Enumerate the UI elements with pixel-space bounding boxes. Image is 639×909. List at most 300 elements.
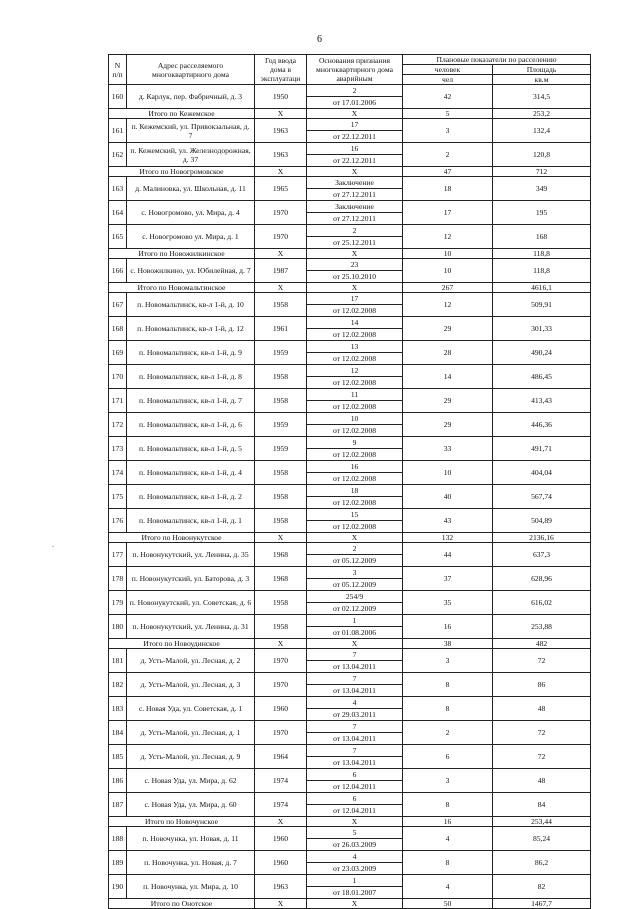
row-area: 509,91 [493,293,591,317]
row-basis [307,615,403,639]
basis-date: от 25.10.2010 [332,272,377,281]
subtotal-basis: X [307,533,403,543]
row-year: 1965 [255,177,307,201]
row-basis [307,649,403,673]
subtotal-label: Итого по Онотское [109,899,255,909]
row-number: 180 [109,615,127,639]
table-row [109,673,591,697]
table-row [109,649,591,673]
row-basis [307,143,403,167]
subtotal-people: 47 [403,167,493,177]
row-address: п. Новомальтинск, кв-л 1-й, д. 1 [127,509,255,533]
row-year: 1958 [255,293,307,317]
row-year: 1950 [255,85,307,109]
basis-date: от 12.02.2008 [332,498,377,507]
row-year: 1958 [255,615,307,639]
basis-date: от 13.04.2011 [333,758,376,767]
row-people: 35 [403,591,493,615]
row-area: 48 [493,697,591,721]
subtotal-year: X [255,899,307,909]
row-people: 12 [403,225,493,249]
row-basis [307,721,403,745]
row-year: 1963 [255,119,307,143]
row-people: 8 [403,793,493,817]
table-row [109,259,591,283]
row-people: 40 [403,485,493,509]
subtotal-people: 50 [403,899,493,909]
row-year: 1963 [255,143,307,167]
row-year: 1958 [255,591,307,615]
row-basis [307,461,403,485]
subtotal-area: 4616,1 [493,283,591,293]
table-row [109,745,591,769]
row-address: д. Усть-Малой, ул. Лесная, д. 9 [127,745,255,769]
basis-date: от 13.04.2011 [333,686,376,695]
basis-date: от 13.04.2011 [333,734,376,743]
row-number: 186 [109,769,127,793]
header-area: Площадь [493,65,591,75]
row-basis [307,85,403,109]
row-number: 165 [109,225,127,249]
row-area: 490,24 [493,341,591,365]
resettlement-table [108,54,591,909]
table-row [109,697,591,721]
row-number: 171 [109,389,127,413]
row-people: 8 [403,673,493,697]
subtotal-people: 10 [403,249,493,259]
header-people: человек [403,65,493,75]
basis-document: 13 [307,342,402,353]
row-people: 8 [403,851,493,875]
subtotal-label: Итого по Новоудинское [109,639,255,649]
subtotal-basis: X [307,817,403,827]
basis-document: 5 [307,828,402,839]
subtotal-year: X [255,167,307,177]
table-row [109,413,591,437]
row-area: 349 [493,177,591,201]
basis-date: от 22.12.2011 [333,156,376,165]
table-row [109,177,591,201]
row-people: 43 [403,509,493,533]
basis-date: от 12.02.2008 [332,402,377,411]
subtotal-row [109,639,591,649]
row-address: п. Новомальтинск, кв-л 1-й, д. 2 [127,485,255,509]
header-plan: Плановые показатели по расселению [403,55,591,65]
basis-date: от 18.01.2007 [332,888,377,897]
table-row [109,485,591,509]
subtotal-area: 253,44 [493,817,591,827]
row-basis [307,485,403,509]
row-people: 37 [403,567,493,591]
row-year: 1987 [255,259,307,283]
subtotal-year: X [255,817,307,827]
row-area: 85,24 [493,827,591,851]
row-people: 10 [403,259,493,283]
subtotal-label: Итого по Новогромовское [109,167,255,177]
basis-document: 9 [307,438,402,449]
basis-date: от 12.02.2008 [332,450,377,459]
subtotal-basis: X [307,167,403,177]
row-basis [307,851,403,875]
row-year: 1958 [255,485,307,509]
basis-document: 15 [307,510,402,521]
row-basis [307,543,403,567]
row-year: 1970 [255,649,307,673]
row-people: 33 [403,437,493,461]
basis-date: от 29.03.2011 [333,710,376,719]
row-area: 168 [493,225,591,249]
basis-document: 17 [307,294,402,305]
row-area: 86,2 [493,851,591,875]
table-row [109,317,591,341]
subtotal-people: 132 [403,533,493,543]
row-address: с. Новожилкино, ул. Юбилейная, д. 7 [127,259,255,283]
basis-date: от 12.02.2008 [332,426,377,435]
basis-document: 17 [307,120,402,131]
subtotal-label: Итого по Новочунское [109,817,255,827]
row-basis [307,119,403,143]
row-number: 177 [109,543,127,567]
row-basis [307,365,403,389]
row-people: 8 [403,697,493,721]
basis-document: 16 [307,144,402,155]
table-body [109,85,591,909]
basis-date: от 23.03.2009 [332,864,377,873]
subtotal-year: X [255,249,307,259]
row-address: с. Новогромово ул. Мира, д. 1 [127,225,255,249]
row-area: 72 [493,649,591,673]
subtotal-row [109,249,591,259]
row-number: 166 [109,259,127,283]
row-number: 162 [109,143,127,167]
row-number: 185 [109,745,127,769]
row-year: 1968 [255,543,307,567]
basis-date: от 22.12.2011 [333,132,376,141]
subtotal-area: 253,2 [493,109,591,119]
basis-document: 6 [307,794,402,805]
basis-document: 14 [307,318,402,329]
subtotal-basis: X [307,249,403,259]
row-area: 86 [493,673,591,697]
basis-date: от 27.12.2011 [333,190,376,199]
table-row [109,875,591,899]
row-basis [307,317,403,341]
row-number: 172 [109,413,127,437]
basis-document: 2 [307,226,402,237]
row-number: 161 [109,119,127,143]
row-address: д. Усть-Малой, ул. Лесная, д. 2 [127,649,255,673]
row-basis [307,827,403,851]
row-number: 163 [109,177,127,201]
subtotal-area: 482 [493,639,591,649]
basis-document: 2 [307,86,402,97]
header-number: N п/п [109,55,127,85]
row-basis [307,437,403,461]
table-row [109,567,591,591]
row-address: с. Новогромово, ул. Мира, д. 4 [127,201,255,225]
table-row [109,225,591,249]
basis-document: 10 [307,414,402,425]
row-people: 4 [403,875,493,899]
row-area: 120,8 [493,143,591,167]
row-year: 1960 [255,697,307,721]
row-people: 4 [403,827,493,851]
basis-document: 1 [307,876,402,887]
basis-date: от 12.02.2008 [332,474,377,483]
header-area-unit: кв.м [493,75,591,85]
subtotal-basis: X [307,283,403,293]
table-row [109,119,591,143]
row-year: 1961 [255,317,307,341]
row-number: 170 [109,365,127,389]
table-row [109,793,591,817]
row-year: 1960 [255,851,307,875]
row-year: 1964 [255,745,307,769]
table-row [109,389,591,413]
subtotal-row [109,899,591,909]
row-basis [307,567,403,591]
row-area: 404,04 [493,461,591,485]
page-number: 6 [317,34,322,45]
table-row [109,721,591,745]
row-area: 616,02 [493,591,591,615]
row-number: 189 [109,851,127,875]
basis-date: от 25.12.2011 [333,238,376,247]
row-year: 1958 [255,461,307,485]
row-year: 1959 [255,437,307,461]
row-year: 1970 [255,201,307,225]
header-people-unit: чел [403,75,493,85]
basis-date: от 12.02.2008 [332,522,377,531]
basis-document: 4 [307,852,402,863]
subtotal-people: 267 [403,283,493,293]
subtotal-label: Итого по Новонукутское [109,533,255,543]
basis-date: от 01.08.2006 [332,628,377,637]
row-address: п. Кежемский, ул. Привокзальная, д. 7 [127,119,255,143]
subtotal-people: 5 [403,109,493,119]
row-basis [307,509,403,533]
row-number: 169 [109,341,127,365]
row-address: с. Новая Уда, ул. Мира, д. 60 [127,793,255,817]
row-address: с. Новая Уда, ул. Мира, д. 62 [127,769,255,793]
subtotal-row [109,533,591,543]
row-area: 413,43 [493,389,591,413]
row-number: 176 [109,509,127,533]
row-basis [307,591,403,615]
row-people: 29 [403,317,493,341]
subtotal-people: 38 [403,639,493,649]
row-number: 160 [109,85,127,109]
row-area: 567,74 [493,485,591,509]
row-number: 183 [109,697,127,721]
basis-document: 254/9 [307,592,402,603]
row-number: 181 [109,649,127,673]
row-address: п. Новочунка, ул. Мира, д. 10 [127,875,255,899]
row-address: д. Усть-Малой, ул. Лесная, д. 3 [127,673,255,697]
subtotal-basis: X [307,899,403,909]
row-people: 3 [403,119,493,143]
row-address: п. Кежемский, ул. Железнодорожная, д. 37 [127,143,255,167]
basis-document: 6 [307,770,402,781]
row-address: п. Новочунка, ул. Новая, д. 11 [127,827,255,851]
basis-date: от 12.04.2011 [333,782,376,791]
basis-document: 11 [307,390,402,401]
row-area: 486,45 [493,365,591,389]
basis-date: от 12.02.2008 [332,378,377,387]
row-number: 182 [109,673,127,697]
row-area: 491,71 [493,437,591,461]
row-basis [307,341,403,365]
row-basis [307,745,403,769]
basis-date: от 27.12.2011 [333,214,376,223]
row-basis [307,259,403,283]
row-year: 1959 [255,413,307,437]
row-number: 167 [109,293,127,317]
row-number: 188 [109,827,127,851]
row-people: 42 [403,85,493,109]
row-people: 29 [403,389,493,413]
row-number: 175 [109,485,127,509]
row-area: 195 [493,201,591,225]
table-row [109,851,591,875]
row-people: 6 [403,745,493,769]
basis-date: от 12.02.2008 [332,306,377,315]
row-basis [307,413,403,437]
row-address: п. Новонукутский, ул. Советская, д. 6 [127,591,255,615]
basis-document: 1 [307,616,402,627]
row-basis [307,793,403,817]
subtotal-year: X [255,109,307,119]
row-address: п. Новомальтинск, кв-л 1-й, д. 12 [127,317,255,341]
stray-mark: . [52,540,54,549]
subtotal-row [109,109,591,119]
row-year: 1958 [255,365,307,389]
row-year: 1970 [255,673,307,697]
basis-document: 18 [307,486,402,497]
row-basis [307,293,403,317]
header-year: Год ввода дома в эксплуатаци [255,55,307,85]
basis-document: 4 [307,698,402,709]
row-address: д. Усть-Малой, ул. Лесная, д. 1 [127,721,255,745]
basis-date: от 17.01.2006 [332,98,377,107]
row-address: п. Новонукутский, ул. Ленина, д. 35 [127,543,255,567]
row-year: 1958 [255,389,307,413]
table-row [109,201,591,225]
row-area: 446,36 [493,413,591,437]
row-people: 3 [403,769,493,793]
table-row [109,143,591,167]
row-number: 173 [109,437,127,461]
table-row [109,509,591,533]
row-area: 314,5 [493,85,591,109]
basis-document: Заключение [307,202,402,213]
row-basis [307,769,403,793]
row-number: 174 [109,461,127,485]
subtotal-label: Итого по Новожилкинское [109,249,255,259]
basis-date: от 05.12.2009 [332,580,377,589]
row-basis [307,225,403,249]
row-address: д. Карлук, пер. Фабричный, д. 3 [127,85,255,109]
row-year: 1974 [255,793,307,817]
row-basis [307,177,403,201]
basis-document: 7 [307,722,402,733]
row-people: 44 [403,543,493,567]
basis-document: 23 [307,260,402,271]
row-address: п. Новомальтинск, кв-л 1-й, д. 7 [127,389,255,413]
row-address: п. Новомальтинск, кв-л 1-й, д. 5 [127,437,255,461]
row-area: 132,4 [493,119,591,143]
row-people: 2 [403,721,493,745]
row-people: 17 [403,201,493,225]
row-area: 118,8 [493,259,591,283]
subtotal-label: Итого по Кежемское [109,109,255,119]
subtotal-label: Итого по Новомальтинское [109,283,255,293]
row-people: 14 [403,365,493,389]
row-address: с. Новая Уда, ул. Советская, д. 1 [127,697,255,721]
row-address: п. Новочунка, ул. Новая, д. 7 [127,851,255,875]
table-header [109,55,591,85]
row-area: 84 [493,793,591,817]
row-number: 164 [109,201,127,225]
row-address: п. Новомальтинск, кв-л 1-й, д. 9 [127,341,255,365]
row-number: 184 [109,721,127,745]
table-row [109,85,591,109]
basis-document: 2 [307,544,402,555]
table-row [109,365,591,389]
subtotal-row [109,283,591,293]
row-area: 48 [493,769,591,793]
row-year: 1974 [255,769,307,793]
row-people: 10 [403,461,493,485]
basis-date: от 12.02.2008 [332,330,377,339]
row-people: 16 [403,615,493,639]
table-row [109,341,591,365]
header-basis: Основания признания многоквартирного дома аварийным [307,55,403,85]
row-year: 1958 [255,509,307,533]
row-number: 187 [109,793,127,817]
row-people: 28 [403,341,493,365]
subtotal-basis: X [307,639,403,649]
row-people: 12 [403,293,493,317]
table-row [109,769,591,793]
table-row [109,461,591,485]
row-basis [307,389,403,413]
row-address: д. Малиновка, ул. Школьная, д. 11 [127,177,255,201]
row-address: п. Новомальтинск, кв-л 1-й, д. 4 [127,461,255,485]
subtotal-year: X [255,533,307,543]
row-area: 504,89 [493,509,591,533]
row-area: 72 [493,745,591,769]
row-year: 1960 [255,827,307,851]
subtotal-year: X [255,283,307,293]
basis-date: от 12.04.2011 [333,806,376,815]
table-row [109,591,591,615]
subtotal-area: 118,8 [493,249,591,259]
row-area: 253,88 [493,615,591,639]
subtotal-area: 1467,7 [493,899,591,909]
table-row [109,293,591,317]
row-area: 628,96 [493,567,591,591]
row-address: п. Новонукутский, ул. Баторова, д. 3 [127,567,255,591]
basis-document: 16 [307,462,402,473]
row-address: п. Новонукутский, ул. Ленина, д. 31 [127,615,255,639]
basis-date: от 12.02.2008 [332,354,377,363]
row-basis [307,697,403,721]
basis-date: от 05.12.2009 [332,556,377,565]
row-number: 190 [109,875,127,899]
basis-document: 7 [307,746,402,757]
row-people: 29 [403,413,493,437]
